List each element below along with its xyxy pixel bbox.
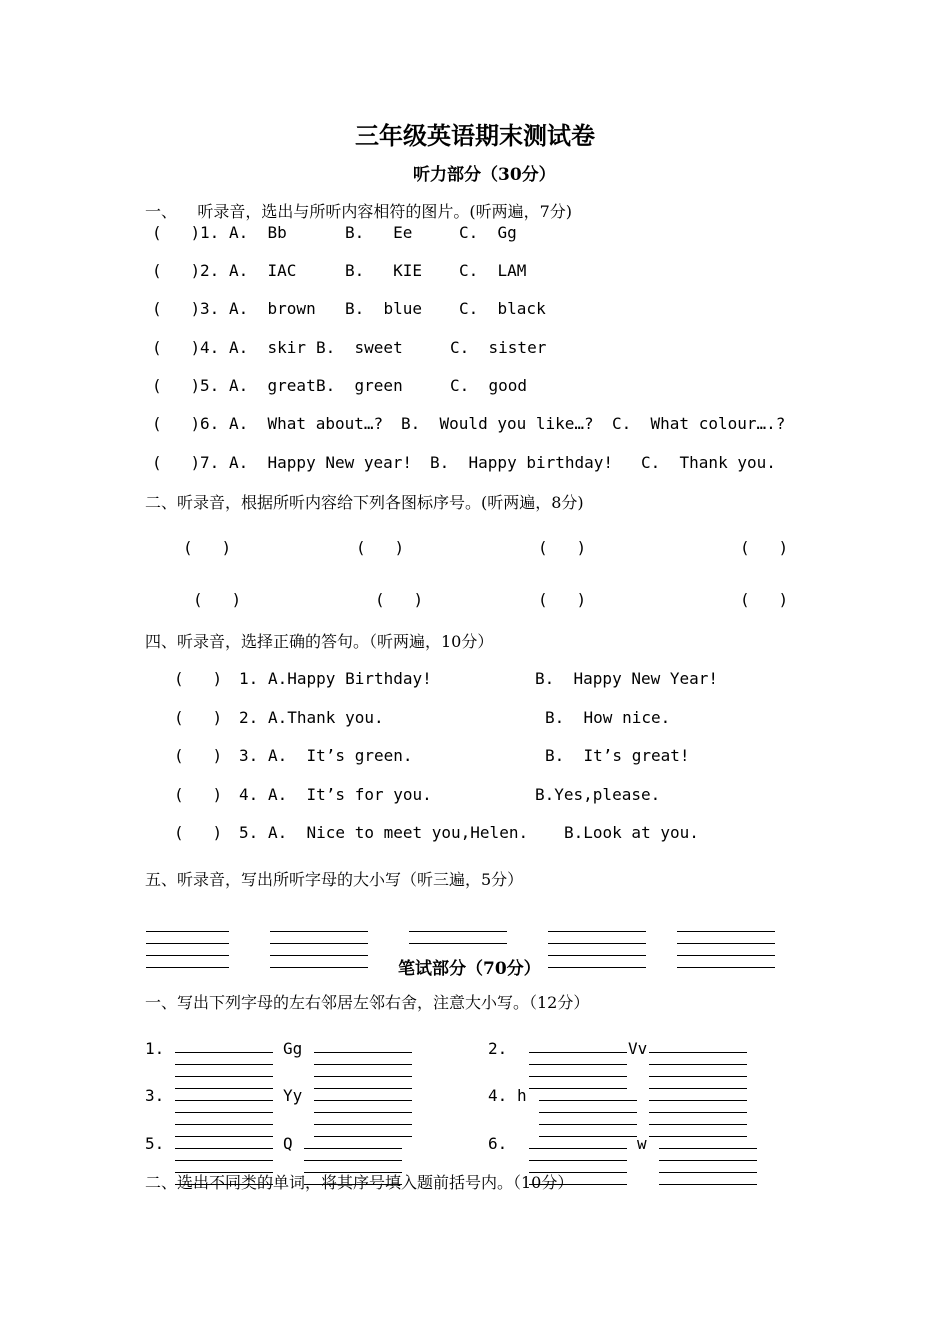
writing-header: 笔试部分（70分） [398, 959, 541, 979]
answer-line [649, 1136, 747, 1137]
item-number: 3. [145, 1086, 165, 1105]
picture-bracket[interactable]: ( ) [538, 590, 587, 609]
answer-line[interactable] [529, 1148, 627, 1149]
option-c: C. black [459, 299, 546, 318]
answer-line [649, 1064, 747, 1065]
given-letter: Yy [283, 1086, 303, 1105]
question-number: 2. [239, 708, 259, 727]
picture-bracket[interactable]: ( ) [356, 538, 405, 557]
answer-bracket[interactable]: ( ) [174, 708, 223, 727]
answer-bracket[interactable]: ( ) [152, 414, 201, 433]
answer-line [529, 1088, 627, 1089]
question-number: 3. [200, 299, 220, 318]
answer-line[interactable] [314, 1100, 412, 1101]
answer-line [649, 1124, 747, 1125]
writing-line [146, 943, 229, 944]
w1-heading: 一、写出下列字母的左右邻居左邻右舍，注意大小写。（12分） [145, 993, 590, 1012]
writing-line [548, 967, 646, 968]
option-b: B. Happy birthday! [430, 453, 614, 472]
writing-line [677, 943, 775, 944]
option-a: A.Thank you. [268, 708, 384, 727]
option-a: A.Happy Birthday! [268, 669, 432, 688]
answer-line [314, 1064, 412, 1065]
writing-line [548, 943, 646, 944]
s2-heading: 二、听录音，根据所听内容给下列各图标序号。(听两遍，8分) [145, 493, 584, 512]
w2-heading: 二、选出不同类的单词，将其序号填入题前括号内。（10分） [145, 1173, 574, 1192]
writing-line [409, 943, 507, 944]
answer-line [175, 1136, 273, 1137]
option-a: A. skir [229, 338, 307, 357]
answer-line [175, 1088, 273, 1089]
answer-line [314, 1136, 412, 1137]
option-b: B.Look at you. [564, 823, 699, 842]
option-a: A. IAC [229, 261, 297, 280]
answer-line[interactable] [175, 1100, 273, 1101]
answer-line [659, 1184, 757, 1185]
question-number: 5. [239, 823, 259, 842]
answer-line[interactable] [539, 1100, 637, 1101]
option-c: C. What colour….? [612, 414, 786, 433]
s5-heading: 五、听录音，写出所听字母的大小写（听三遍，5分） [145, 870, 524, 889]
given-letter: Gg [283, 1039, 303, 1058]
question-number: 5. [200, 376, 220, 395]
option-a: A. What about…? [229, 414, 384, 433]
writing-line [270, 931, 368, 932]
option-c: C. good [450, 376, 528, 395]
item-number: 4. [488, 1086, 508, 1105]
option-b: B. blue [345, 299, 423, 318]
answer-bracket[interactable]: ( ) [174, 669, 223, 688]
writing-line [409, 931, 507, 932]
picture-bracket[interactable]: ( ) [740, 590, 789, 609]
answer-line[interactable] [529, 1052, 627, 1053]
option-b: B. It’s great! [545, 746, 690, 765]
answer-line[interactable] [175, 1052, 273, 1053]
answer-line [659, 1160, 757, 1161]
option-c: C. LAM [459, 261, 527, 280]
given-letter: Vv [628, 1039, 648, 1058]
answer-line [529, 1064, 627, 1065]
picture-bracket[interactable]: ( ) [375, 590, 424, 609]
answer-line [304, 1160, 402, 1161]
s4-heading: 四、听录音，选择正确的答句。（听两遍，10分） [145, 632, 494, 651]
item-number: 6. [488, 1134, 508, 1153]
answer-line [649, 1088, 747, 1089]
writing-line [146, 955, 229, 956]
option-b: B. Happy New Year! [535, 669, 719, 688]
question-number: 7. [200, 453, 220, 472]
answer-bracket[interactable]: ( ) [152, 223, 201, 242]
answer-line [649, 1112, 747, 1113]
option-a: A. It’s for you. [268, 785, 432, 804]
item-number: 2. [488, 1039, 508, 1058]
answer-line [659, 1172, 757, 1173]
exam-title: 三年级英语期末测试卷 [355, 121, 595, 150]
writing-line [548, 955, 646, 956]
answer-line[interactable] [175, 1148, 273, 1149]
item-number: 5. [145, 1134, 165, 1153]
writing-line [677, 931, 775, 932]
option-a: A. Bb [229, 223, 287, 242]
answer-line [175, 1124, 273, 1125]
answer-bracket[interactable]: ( ) [152, 338, 201, 357]
option-a: A. brown [229, 299, 316, 318]
option-a: A. It’s green. [268, 746, 413, 765]
option-b: B.Yes,please. [535, 785, 661, 804]
answer-bracket[interactable]: ( ) [152, 261, 201, 280]
answer-bracket[interactable]: ( ) [152, 299, 201, 318]
answer-line[interactable] [314, 1052, 412, 1053]
writing-line [270, 967, 368, 968]
option-b: B. Ee [345, 223, 413, 242]
writing-line [146, 931, 229, 932]
answer-line [314, 1088, 412, 1089]
answer-line[interactable] [304, 1148, 402, 1149]
option-c: C. Gg [459, 223, 517, 242]
answer-bracket[interactable]: ( ) [174, 785, 223, 804]
picture-bracket[interactable]: ( ) [740, 538, 789, 557]
question-number: 4. [239, 785, 259, 804]
answer-line [175, 1112, 273, 1113]
option-c: C. sister [450, 338, 547, 357]
answer-line[interactable] [649, 1052, 747, 1053]
answer-line[interactable] [659, 1148, 757, 1149]
answer-line [529, 1160, 627, 1161]
picture-bracket[interactable]: ( ) [183, 538, 232, 557]
answer-line [539, 1124, 637, 1125]
listening-header: 听力部分（30分） [413, 165, 556, 185]
given-letter: h [517, 1086, 527, 1105]
item-number: 1. [145, 1039, 165, 1058]
writing-line [270, 943, 368, 944]
answer-line [314, 1112, 412, 1113]
option-b: B. sweet [316, 338, 403, 357]
option-b: B. Would you like…? [401, 414, 594, 433]
question-number: 6. [200, 414, 220, 433]
answer-line [539, 1112, 637, 1113]
answer-bracket[interactable]: ( ) [152, 453, 201, 472]
writing-line [548, 931, 646, 932]
answer-bracket[interactable]: ( ) [174, 746, 223, 765]
answer-line [314, 1076, 412, 1077]
picture-bracket[interactable]: ( ) [193, 590, 242, 609]
answer-bracket[interactable]: ( ) [152, 376, 201, 395]
option-b: B. green [316, 376, 403, 395]
picture-bracket[interactable]: ( ) [538, 538, 587, 557]
writing-line [677, 967, 775, 968]
option-b: B. How nice. [545, 708, 671, 727]
option-a: A. Nice to meet you,Helen. [268, 823, 529, 842]
answer-bracket[interactable]: ( ) [174, 823, 223, 842]
option-c: C. Thank you. [641, 453, 776, 472]
option-a: A. great [229, 376, 316, 395]
s1-heading: 一、 听录音，选出与所听内容相符的图片。(听两遍，7分) [145, 202, 573, 221]
answer-line [529, 1076, 627, 1077]
question-number: 3. [239, 746, 259, 765]
answer-line[interactable] [649, 1100, 747, 1101]
answer-line [175, 1064, 273, 1065]
given-letter: Q [283, 1134, 293, 1153]
answer-line [175, 1076, 273, 1077]
option-b: B. KIE [345, 261, 423, 280]
given-letter: w [637, 1134, 647, 1153]
question-number: 4. [200, 338, 220, 357]
answer-line [314, 1124, 412, 1125]
question-number: 1. [200, 223, 220, 242]
answer-line [649, 1076, 747, 1077]
option-a: A. Happy New year! [229, 453, 413, 472]
writing-line [270, 955, 368, 956]
writing-line [146, 967, 229, 968]
answer-line [539, 1136, 637, 1137]
question-number: 1. [239, 669, 259, 688]
question-number: 2. [200, 261, 220, 280]
answer-line [175, 1160, 273, 1161]
writing-line [677, 955, 775, 956]
